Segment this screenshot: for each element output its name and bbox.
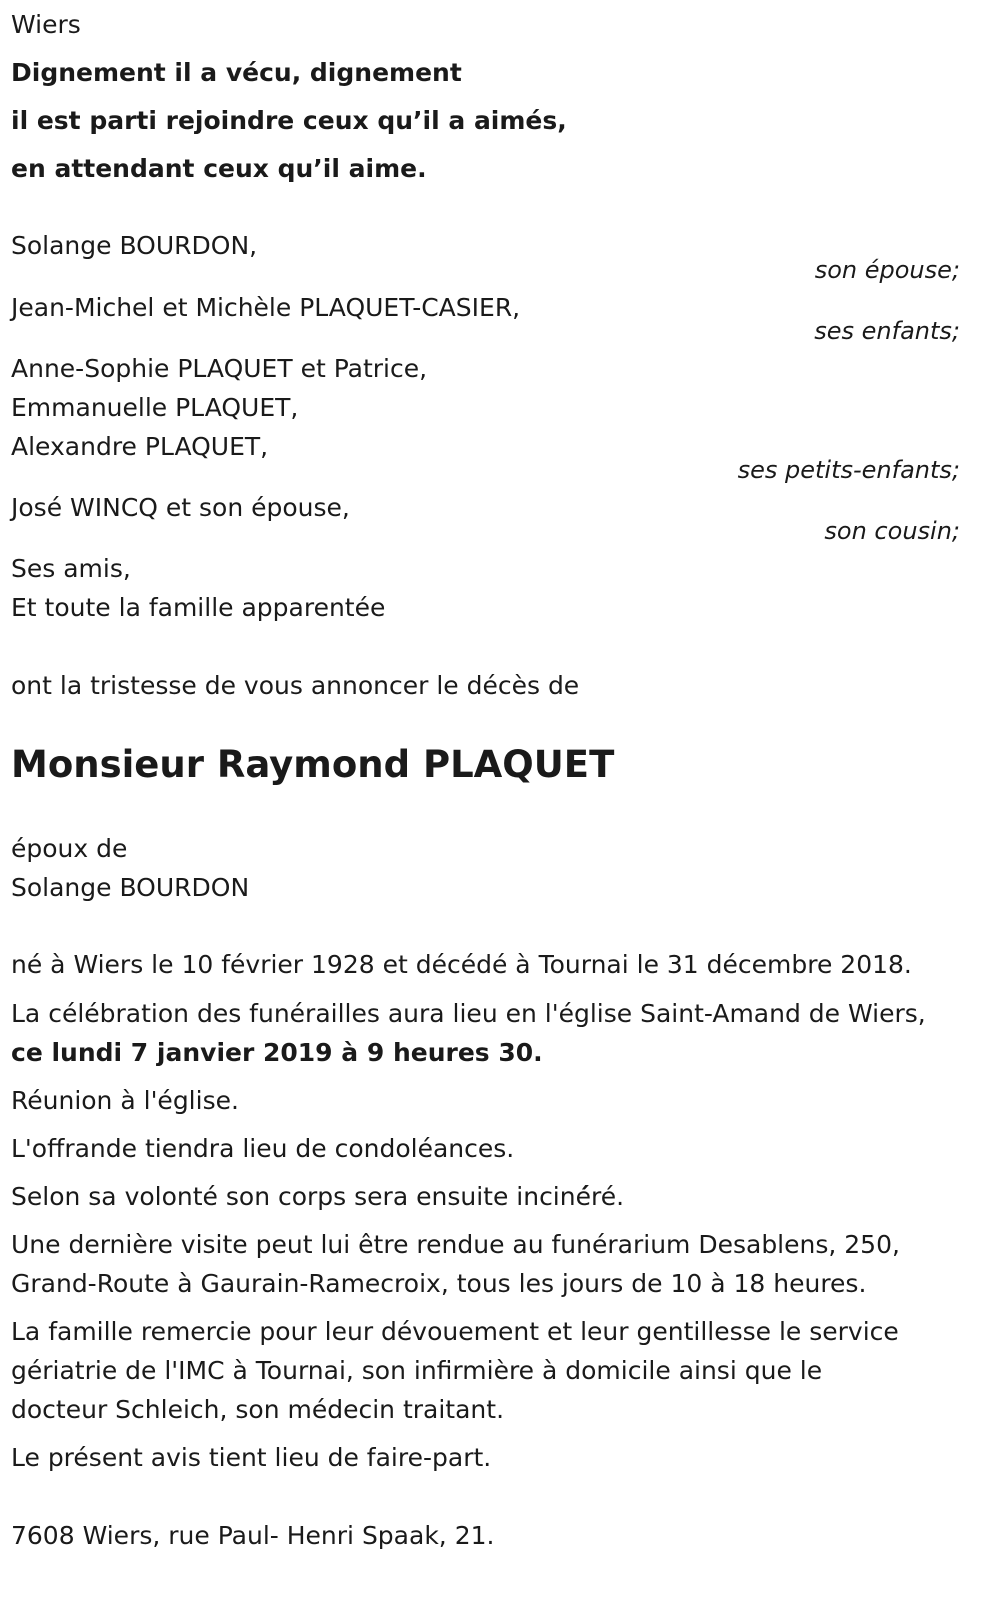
spouse-of-name: Solange BOURDON [11, 873, 250, 902]
grandchildren-relation: ses petits-enfants; [737, 456, 960, 484]
spouse-relation: son épouse; [814, 256, 960, 284]
visit-line-2: Grand-Route à Gaurain-Ramecroix, tous les jours de 10 à 18 heures. [11, 1269, 867, 1298]
birth-death: né à Wiers le 10 février 1928 et décédé à Tournai le 31 décembre 2018. [11, 950, 912, 979]
ceremony-line-1: La célébration des funérailles aura lieu en l'église Saint-Amand de Wiers, [11, 999, 926, 1028]
faire-part-notice: Le présent avis tient lieu de faire-part. [11, 1443, 492, 1472]
cremation: Selon sa volonté son corps sera ensuite inciné́ré. [11, 1182, 625, 1211]
thanks-line-2: gériatrie de l'IMC à Tournai, son infirmière à domicile ainsi que le [11, 1356, 823, 1385]
thanks-line-1: La famille remercie pour leur dévouement et leur gentillesse le service [11, 1317, 899, 1346]
verse-line-3: en attendant ceux qu’il aime. [11, 154, 427, 183]
offering: L'offrande tiendra lieu de condoléances. [11, 1134, 515, 1163]
children-name: Jean-Michel et Michèle PLAQUET-CASIER, [11, 293, 521, 322]
address: 7608 Wiers, rue Paul- Henri Spaak, 21. [11, 1521, 495, 1550]
ceremony-line-2: ce lundi 7 janvier 2019 à 9 heures 30. [11, 1038, 543, 1067]
verse-line-1: Dignement il a vécu, dignement [11, 58, 462, 87]
place-heading: Wiers [11, 10, 81, 39]
thanks-line-3: docteur Schleich, son médecin traitant. [11, 1395, 505, 1424]
grandchild-1: Anne-Sophie PLAQUET et Patrice, [11, 354, 428, 383]
deceased-name: Monsieur Raymond PLAQUET [11, 743, 615, 786]
friends: Ses amis, [11, 554, 131, 583]
grandchild-2: Emmanuelle PLAQUET, [11, 393, 299, 422]
spouse-name: Solange BOURDON, [11, 231, 258, 260]
verse-line-2: il est parti rejoindre ceux qu’il a aimés, [11, 106, 567, 135]
cousin-relation: son cousin; [824, 517, 960, 545]
announcement-intro: ont la tristesse de vous annoncer le décès de [11, 671, 580, 700]
spouse-of-label: époux de [11, 834, 128, 863]
visit-line-1: Une dernière visite peut lui être rendue au funérarium Desablens, 250, [11, 1230, 900, 1259]
meeting: Réunion à l'église. [11, 1086, 239, 1115]
cousin-name: José WINCQ et son épouse, [11, 493, 350, 522]
children-relation: ses enfants; [814, 317, 960, 345]
grandchild-3: Alexandre PLAQUET, [11, 432, 269, 461]
relatives: Et toute la famille apparentée [11, 593, 386, 622]
